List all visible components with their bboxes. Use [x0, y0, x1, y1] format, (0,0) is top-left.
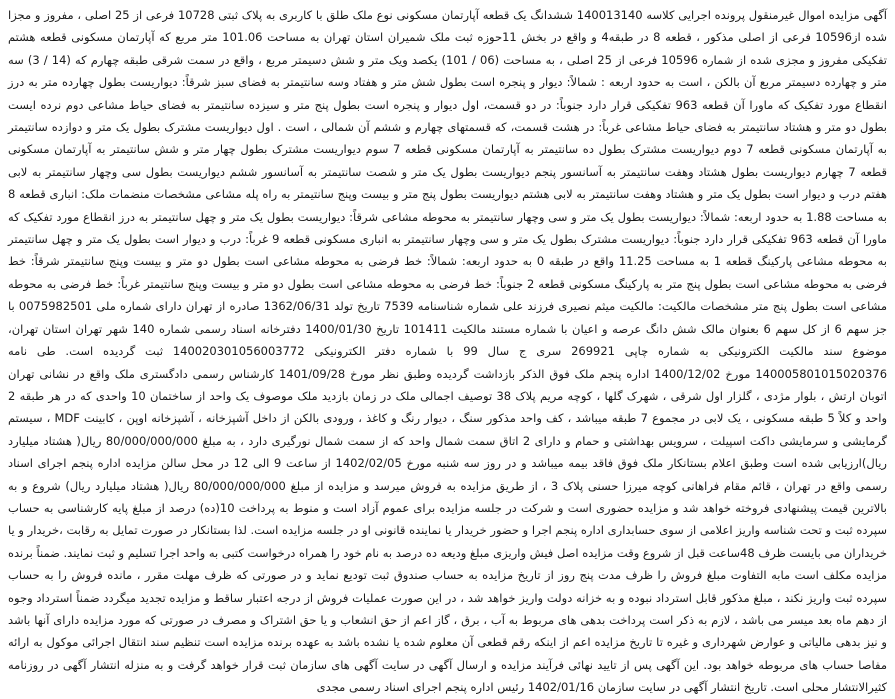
notice-text: آگهی مزایده اموال غیرمنقول پرونده اجرایی کلاسه 140013140 ششدانگ یک قطعه آپارتمان مسکونی نوع ملک طلق با کاربری به پلاک ثبتی 10728 فرعی از 25 اصلی ، مفروز و مجزا شده از10596 فرعی از اصلی مذکور ، قطعه 8 در طبقه4 و واقع در بخش 11حوزه ثبت ملک شمیران استان تهران به مساحت 101.06 متر مربع که آپارتمان مسکونی قطعه هشتم تفکیکی مفروز و مجزی شده از شماره 10596 فرعی از 25 اصلی ، به مساحت (06 / 101) یکصد ویک متر و شش دسیمتر مربع ، واقع در سمت شرقی طبقه چهارم که (14 / 3) سه متر و چهارده دسیمتر مربع آن بالکن ، است به حدود اربعه : شمالاً: دیوار و پنجره است بطول شش متر و هفتاد وسه سانتیمتر به فضای سبز شرقاً: دیواریست بطول چهارده متر به درز انقطاع مورد تفکیک که ماورا آن قطعه 963 تفکیکی قرار دارد جنوباً: در دو قسمت، اول دیوار و پنجره است بطول پنج متر و سیزده سانتیمتر به فضای حیاط مشاعی دوم نرده ایست بطول دو متر و هشتاد سانتیمتر به فضای حیاط مشاعی غرباً: در هشت قسمت، که قسمتهای چهارم و ششم آن شمالی ، است . اول دیواریست مشترک بطول یک متر و دوازده سانتیمتر به آپارتمان مسکونی قطعه 7 دوم دیواریست مشترک بطول ده سانتیمتر به آپارتمان مسکونی قطعه 7 سوم دیواریست مشترک بطول چهار متر و شش سانتیمتر به آپارتمان مسکونی قطعه 7 چهارم دیواریست بطول هشتاد وهفت سانتیمتر به آسانسور پنجم دیواریست بطول یک متر و شصت سانتیمتر به آسانسور ششم دیواریست بطول سی وچهار سانتیمتر به لابی هفتم درب و دیوار است بطول یک متر و هشتاد وهفت سانتیمتر به لابی هشتم دیواریست بطول پنج متر و بیست وپنج سانتیمتر به راه پله مشاعی مشخصات منضمات ملک: انباری قطعه 8 به مساحت 1.88 به حدود اربعه: شمالاً: دیواریست بطول یک متر و سی وچهار سانتیمتر به محوطه مشاعی شرقاً: دیواریست بطول یک متر و چهل سانتیمتر به درز انقطاع مورد تفکیک که ماورا آن قطعه 963 تفکیکی قرار دارد جنوباً: دیواریست مشترک بطول یک متر و سی وچهار سانتیمتر به انباری مسکونی قطعه 9 غرباً: درب و دیوار است بطول یک متر و چهل سانتیمتر به محوطه مشاعی پارکینگ قطعه 1 به مساحت 11.25 واقع در طبقه 0 به حدود اربعه: شمالاً: خط فرضی به محوطه مشاعی است بطول دو متر و بیست وپنج سانتیمتر شرقاً: خط فرضی به محوطه مشاعی است بطول پنج متر به پارکینگ مسکونی قطعه 2 جنوباً: خط فرضی به محوطه مشاعی است بطول دو متر و بیست وپنج سانتیمتر غرباً: خط فرضی به محوطه مشاعی است بطول پنج متر مشخصات مالکیت: مالکیت میثم نصیری فرزند علی شماره شناسنامه 7539 تاریخ تولد 1362/06/31 صادره از تهران دارای شماره ملی 0075982501 با جز سهم 6 از کل سهم 6 بعنوان مالک شش دانگ عرصه و اعیان با شماره مستند مالکیت 101411 تاریخ 1400/01/30 دفترخانه اسناد رسمی شماره 140 شهر تهران استان تهران، موضوع سند مالکیت الکترونیکی به شماره چاپی 269921 سری ج سال 99 با شماره دفتر الکترونیکی 140020301056003772 ثبت گردیده است. طی نامه 140005801015020376 مورخ 1400/12/02 اداره پنجم ملک فوق الذکر بازداشت گردیده وطبق نظر مورخ 1401/09/28 کارشناس رسمی دادگستری ملک واقع در نشانی تهران اتوبان ارتش ، بلوار مژدی ، گلزار اول شرقی ، شهرک گلها ، کوچه مریم پلاک 38 توصیف اجمالی ملک در زمان بازدید ملک موصوف یک واحد از ساختمان 10 واحدی که در هر طبقه 2 واحد و کلاً 5 طبقه مسکونی ، یک لابی در مجموع 7 طبقه میباشد ، کف واحد مذکور سنگ ، دیوار رنگ و کاغذ ، ورودی بالکن از داخل آشپزخانه ، آشپزخانه اوپن ، کابینت MDF ، سیستم گرمایشی و سرمایشی داکت اسپیلت ، سرویس بهداشتی و حمام و دارای 2 اتاق سمت شمال واحد که از سمت شمال نورگیری دارد ، به مبلغ 80/000/000/000 ریال( هشتاد میلیارد ریال)ارزیابی شده است وطبق اعلام بستانکار ملک فوق فاقد بیمه میباشد و در روز سه شنبه مورخ 1402/02/05 از ساعت 9 الی 12 در محل سالن مزایده اداره پنجم اجرای اسناد رسمی واقع در تهران ، قائم مقام فراهانی کوچه میرزا حسنی پلاک 3 ، از طریق مزایده به فروش میرسد و مزایده از مبلغ 80/000/000/000 ریال( هشتاد میلیارد ریال) شروع و به بالاترین قیمت پیشنهادی فروخته خواهد شد و مزایده حضوری است و شرکت در جلسه مزایده برای عموم آزاد است و منوط به پرداخت 10(ده) درصد از مبلغ پایه کارشناسی به حساب سپرده ثبت و تحت شناسه واریز اعلامی از سوی حسابداری اداره پنجم اجرا و حضور خریدار یا نماینده قانونی او در جلسه مزایده است. لذا بستانکار در صورت تمایل به رقابت ،خریدار و یا خریداران می بایست ظرف 48ساعت قبل از شروع وقت مزایده اصل فیش واریزی مبلغ ودیعه ده درصد به نام خود را همراه درخواست کتبی به واحد اجرا تسلیم و ثبت نمایند. ضمناً برنده مزایده مکلف است مابه التفاوت مبلغ فروش را ظرف مدت پنج روز از تاریخ مزایده به حساب صندوق ثبت تودیع نماید و در صورتی که ظرف مهلت مقرر ، مانده فروش را به حساب سپرده ثبت واریز نکند ، مبلغ مذکور قابل استرداد نبوده و به خزانه دولت واریز خواهد شد ، در این صورت عملیات فروش از درجه اعتبار ساقط و مزایده تجدید میگردد ضمناً استرداد وجوه از دهم ماه بعد میسر می باشد ، لازم به ذکر است پرداخت بدهی های مربوط به آب ، برق ، گاز اعم از حق انشعاب و یا حق اشتراک و مصرف در صورتی که مورد مزایده دارای آنها باشد و نیز بدهی مالیاتی و عوارض شهرداری و غیره تا تاریخ مزایده اعم از اینکه رقم قطعی آن معلوم شده یا نشده باشد به عهده برنده مزایده است تنظیم سند انتقال اجرائی موکول به ارائه مفاصا حساب های مربوطه خواهد بود. این آگهی پس از تایید نهائی فرآیند مزایده و ارسال آگهی در سایت آگهی های سازمان ثبت قرار خواهد گرفت و به منزله انتشار آگهی در روزنامه کثیرالانتشار محلی است. تاریخ انتشار آگهی در سایت سازمان 1402/01/16 رئیس اداره پنجم اجرای اسناد: [8, 8, 888, 695]
notice-signer: رسمی مجدی: [316, 680, 381, 695]
notice-body: [8, 4, 887, 699]
